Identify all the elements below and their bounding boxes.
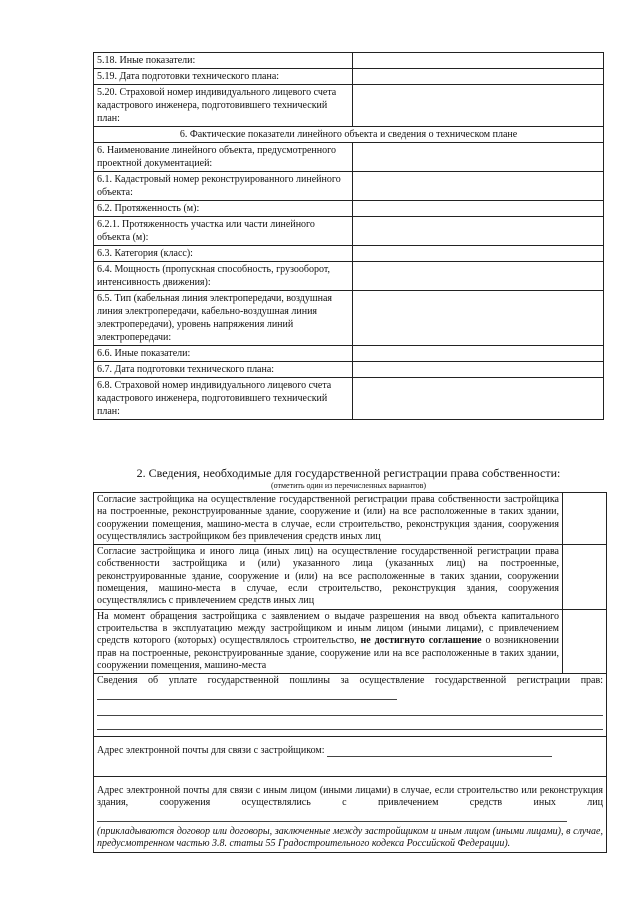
row-label-5-20: 5.20. Страховой номер индивидуального лицевого счета кадастрового инженера, подготовившего технический план:: [94, 85, 353, 127]
value-cell-6-5[interactable]: [353, 291, 604, 346]
option-3-text-start: На момент обращения застройщика с заявлением о выдаче разрешения на ввод объекта капитального строительства в эксплуатацию между застройщиком и иным лицом (иными лицами), с привлечением средств которого (которых) осуществлялось строительство,: [97, 610, 559, 647]
row-label-6-5: 6.5. Тип (кабельная линия электропередачи, воздушная линия электропередачи, кабельно-воздушная линия электропередачи), уровень напряжения линий электропередачи:: [94, 291, 353, 346]
registration-options-table: [93, 492, 607, 853]
section-2-note: (отметить один из перечисленных вариантов): [270, 481, 427, 490]
table-row: [94, 201, 604, 217]
section-6-title: 6. Фактические показатели линейного объекта и сведения о техническом плане: [94, 127, 604, 143]
row-label-6-1: 6.1. Кадастровый номер реконструированного линейного объекта:: [94, 172, 353, 201]
value-cell-6-3[interactable]: [353, 246, 604, 262]
table-row: [94, 246, 604, 262]
table-row: [94, 53, 604, 69]
option-1-text: Согласие застройщика на осуществление государственной регистрации права собственности застройщика на построенные, реконструированные здание, сооружение и (или) на все расположенные в таких здании, сооружении помещения, машино-места в случае, если строительство, реконструкция здания, сооружения осуществлялись застройщиком без привлечения средств иных лиц: [94, 493, 563, 545]
row-label-6: 6. Наименование линейного объекта, предусмотренного проектной документацией:: [94, 143, 353, 172]
value-cell-6-2[interactable]: [353, 201, 604, 217]
fee-label: Сведения об уплате государственной пошлины за осуществление государственной регистрации прав:: [97, 675, 603, 687]
table-row: [94, 362, 604, 378]
row-label-5-18: 5.18. Иные показатели:: [94, 53, 353, 69]
option-2-text: Согласие застройщика и иного лица (иных лиц) на осуществление государственной регистрации права собственности застройщика и (или) указанного лица (указанных лиц) на построенные, реконструированные здание, сооружение и (или) на все расположенные в таких здании, сооружении помещения, машино-места в случае, если строительство, реконструкция здания, сооружения осуществлялись с привлечением средств иных лиц: [94, 545, 563, 609]
email-other-cell: [94, 777, 607, 852]
table-row: [94, 217, 604, 246]
row-label-6-2-1: 6.2.1. Протяженность участка или части линейного объекта (м):: [94, 217, 353, 246]
email-builder-cell: [94, 737, 607, 777]
option-3-text: [94, 609, 563, 673]
option-3-bold-agreement: достигнуто соглашение: [374, 635, 482, 647]
email-other-input-line[interactable]: [97, 810, 567, 822]
option-row: [94, 545, 607, 609]
row-label-6-8: 6.8. Страховой номер индивидуального лицевого счета кадастрового инженера, подготовившего технический план:: [94, 378, 353, 420]
value-cell-5-18[interactable]: [353, 53, 604, 69]
option-3-bold-not: не: [360, 635, 371, 647]
option-3-checkbox[interactable]: [563, 609, 607, 673]
fee-input-line[interactable]: [97, 688, 397, 700]
table-row: [94, 378, 604, 420]
table-row: [94, 85, 604, 127]
table-row: [94, 143, 604, 172]
value-cell-6-2-1[interactable]: [353, 217, 604, 246]
value-cell-6-4[interactable]: [353, 262, 604, 291]
row-label-6-2: 6.2. Протяженность (м):: [94, 201, 353, 217]
value-cell-6-8[interactable]: [353, 378, 604, 420]
fee-cell: [94, 674, 607, 737]
option-row: [94, 493, 607, 545]
value-cell-5-19[interactable]: [353, 69, 604, 85]
fee-input-line-3[interactable]: [97, 718, 603, 730]
section-2-heading: 2. Сведения, необходимые для государственной регистрации права собственности:: [136, 466, 561, 480]
email-other-row: [94, 777, 607, 852]
table-row: [94, 346, 604, 362]
value-cell-6-7[interactable]: [353, 362, 604, 378]
value-cell-6-1[interactable]: [353, 172, 604, 201]
table-row: [94, 291, 604, 346]
fee-row: [94, 674, 607, 737]
option-1-checkbox[interactable]: [563, 493, 607, 545]
table-row: [94, 172, 604, 201]
value-cell-5-20[interactable]: [353, 85, 604, 127]
value-cell-6[interactable]: [353, 143, 604, 172]
row-label-6-3: 6.3. Категория (класс):: [94, 246, 353, 262]
email-builder-input-line[interactable]: [327, 745, 552, 757]
row-label-5-19: 5.19. Дата подготовки технического плана:: [94, 69, 353, 85]
row-label-6-7: 6.7. Дата подготовки технического плана:: [94, 362, 353, 378]
fee-input-line-2[interactable]: [97, 704, 603, 716]
email-other-note: (прикладываются договор или договоры, заключенные между застройщиком и иным лицом (иными лицами), в случае, предусмотренном частью 3.8. статьи 55 Градостроительного кодекса Российской Федерации).: [97, 826, 603, 850]
section-header-row: [94, 127, 604, 143]
option-row: [94, 609, 607, 673]
table-row: [94, 262, 604, 291]
email-builder-row: [94, 737, 607, 777]
table-row: [94, 69, 604, 85]
value-cell-6-6[interactable]: [353, 346, 604, 362]
row-label-6-4: 6.4. Мощность (пропускная способность, грузооборот, интенсивность движения):: [94, 262, 353, 291]
option-2-checkbox[interactable]: [563, 545, 607, 609]
row-label-6-6: 6.6. Иные показатели:: [94, 346, 353, 362]
email-builder-label: Адрес электронной почты для связи с застройщиком:: [97, 745, 325, 757]
indicators-table: [93, 52, 604, 420]
option-3-text-end: о возникновении прав на построенные, реконструированные здание, сооружение или на все расположенные в таких здании, сооружении помещения, машино-места: [97, 635, 560, 671]
email-other-label: Адрес электронной почты для связи с иным лицом (иными лицами) в случае, если строительство или реконструкция здания, сооружения осуществлялись с привлечением средств иных лиц: [97, 785, 603, 809]
